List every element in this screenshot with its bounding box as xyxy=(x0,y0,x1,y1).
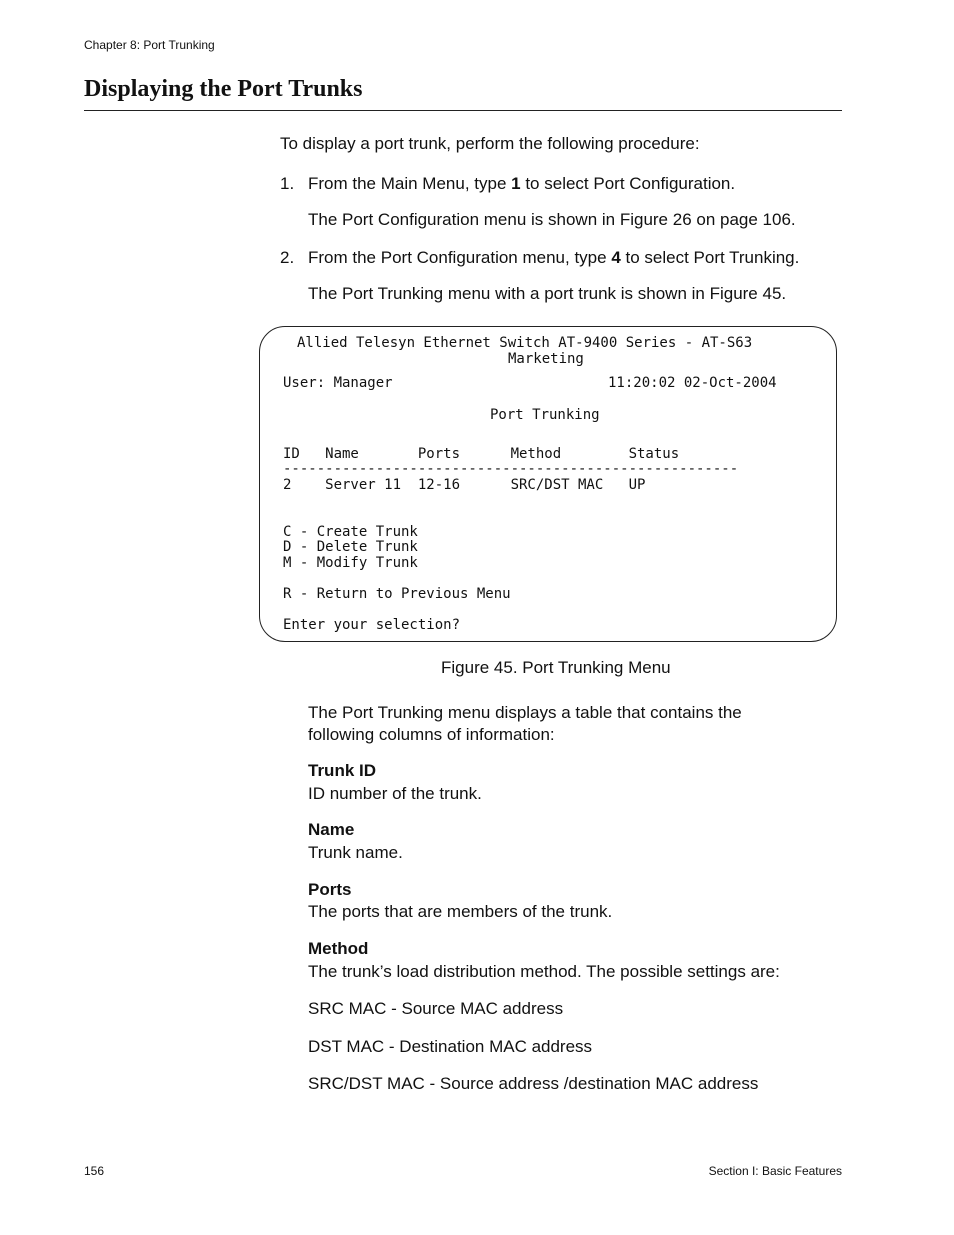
running-header: Chapter 8: Port Trunking xyxy=(84,38,215,52)
method-setting: SRC/DST MAC - Source address /destination MAC address xyxy=(308,1074,759,1093)
step-note: The Port Trunking menu with a port trunk is shown in Figure 45. xyxy=(308,284,787,303)
step-text: From the Main Menu, type 1 to select Port Configuration. xyxy=(308,174,736,193)
page-title: Displaying the Port Trunks xyxy=(84,76,363,102)
definition-term: Trunk ID xyxy=(308,761,377,780)
terminal-subtitle: Marketing xyxy=(508,351,584,367)
terminal-option: C - Create Trunk xyxy=(283,524,418,540)
terminal-table-header: ID Name Ports Method Status xyxy=(283,446,680,462)
definition-term: Name xyxy=(308,820,355,839)
definition-desc: The ports that are members of the trunk. xyxy=(308,902,613,921)
terminal-option: D - Delete Trunk xyxy=(283,539,418,555)
step-note: The Port Configuration menu is shown in Figure 26 on page 106. xyxy=(308,210,796,229)
terminal-menu-title: Port Trunking xyxy=(490,407,600,423)
definition-term: Method xyxy=(308,939,369,958)
definition-desc: The trunk’s load distribution method. The possible settings are: xyxy=(308,962,780,981)
definition-term: Ports xyxy=(308,880,352,899)
terminal-option: M - Modify Trunk xyxy=(283,555,418,571)
section-footer: Section I: Basic Features xyxy=(708,1164,842,1178)
figure-caption: Figure 45. Port Trunking Menu xyxy=(441,658,671,677)
step-number: 1. xyxy=(280,174,295,193)
step-text: From the Port Configuration menu, type 4 to select Port Trunking. xyxy=(308,248,800,267)
description-line: The Port Trunking menu displays a table that contains the xyxy=(308,703,742,722)
step-number: 2. xyxy=(280,248,295,267)
intro-text: To display a port trunk, perform the following procedure: xyxy=(280,134,700,153)
step-key: 1 xyxy=(511,174,521,193)
terminal-table-row: 2 Server 11 12-16 SRC/DST MAC UP xyxy=(283,477,646,493)
terminal-datetime: 11:20:02 02-Oct-2004 xyxy=(608,375,777,391)
terminal-separator: ------------------------------------------------------ xyxy=(283,461,739,477)
method-setting: SRC MAC - Source MAC address xyxy=(308,999,564,1018)
terminal-prompt: Enter your selection? xyxy=(283,617,461,633)
terminal-title: Allied Telesyn Ethernet Switch AT-9400 Series - AT-S63 xyxy=(297,335,753,351)
page-number: 156 xyxy=(84,1164,105,1178)
definition-desc: ID number of the trunk. xyxy=(308,784,482,803)
terminal-return-option: R - Return to Previous Menu xyxy=(283,586,511,602)
method-setting: DST MAC - Destination MAC address xyxy=(308,1037,593,1056)
terminal-user: User: Manager xyxy=(283,375,393,391)
description-line: following columns of information: xyxy=(308,725,555,744)
title-rule xyxy=(84,110,842,111)
step-key: 4 xyxy=(611,248,621,267)
definition-desc: Trunk name. xyxy=(308,843,403,862)
